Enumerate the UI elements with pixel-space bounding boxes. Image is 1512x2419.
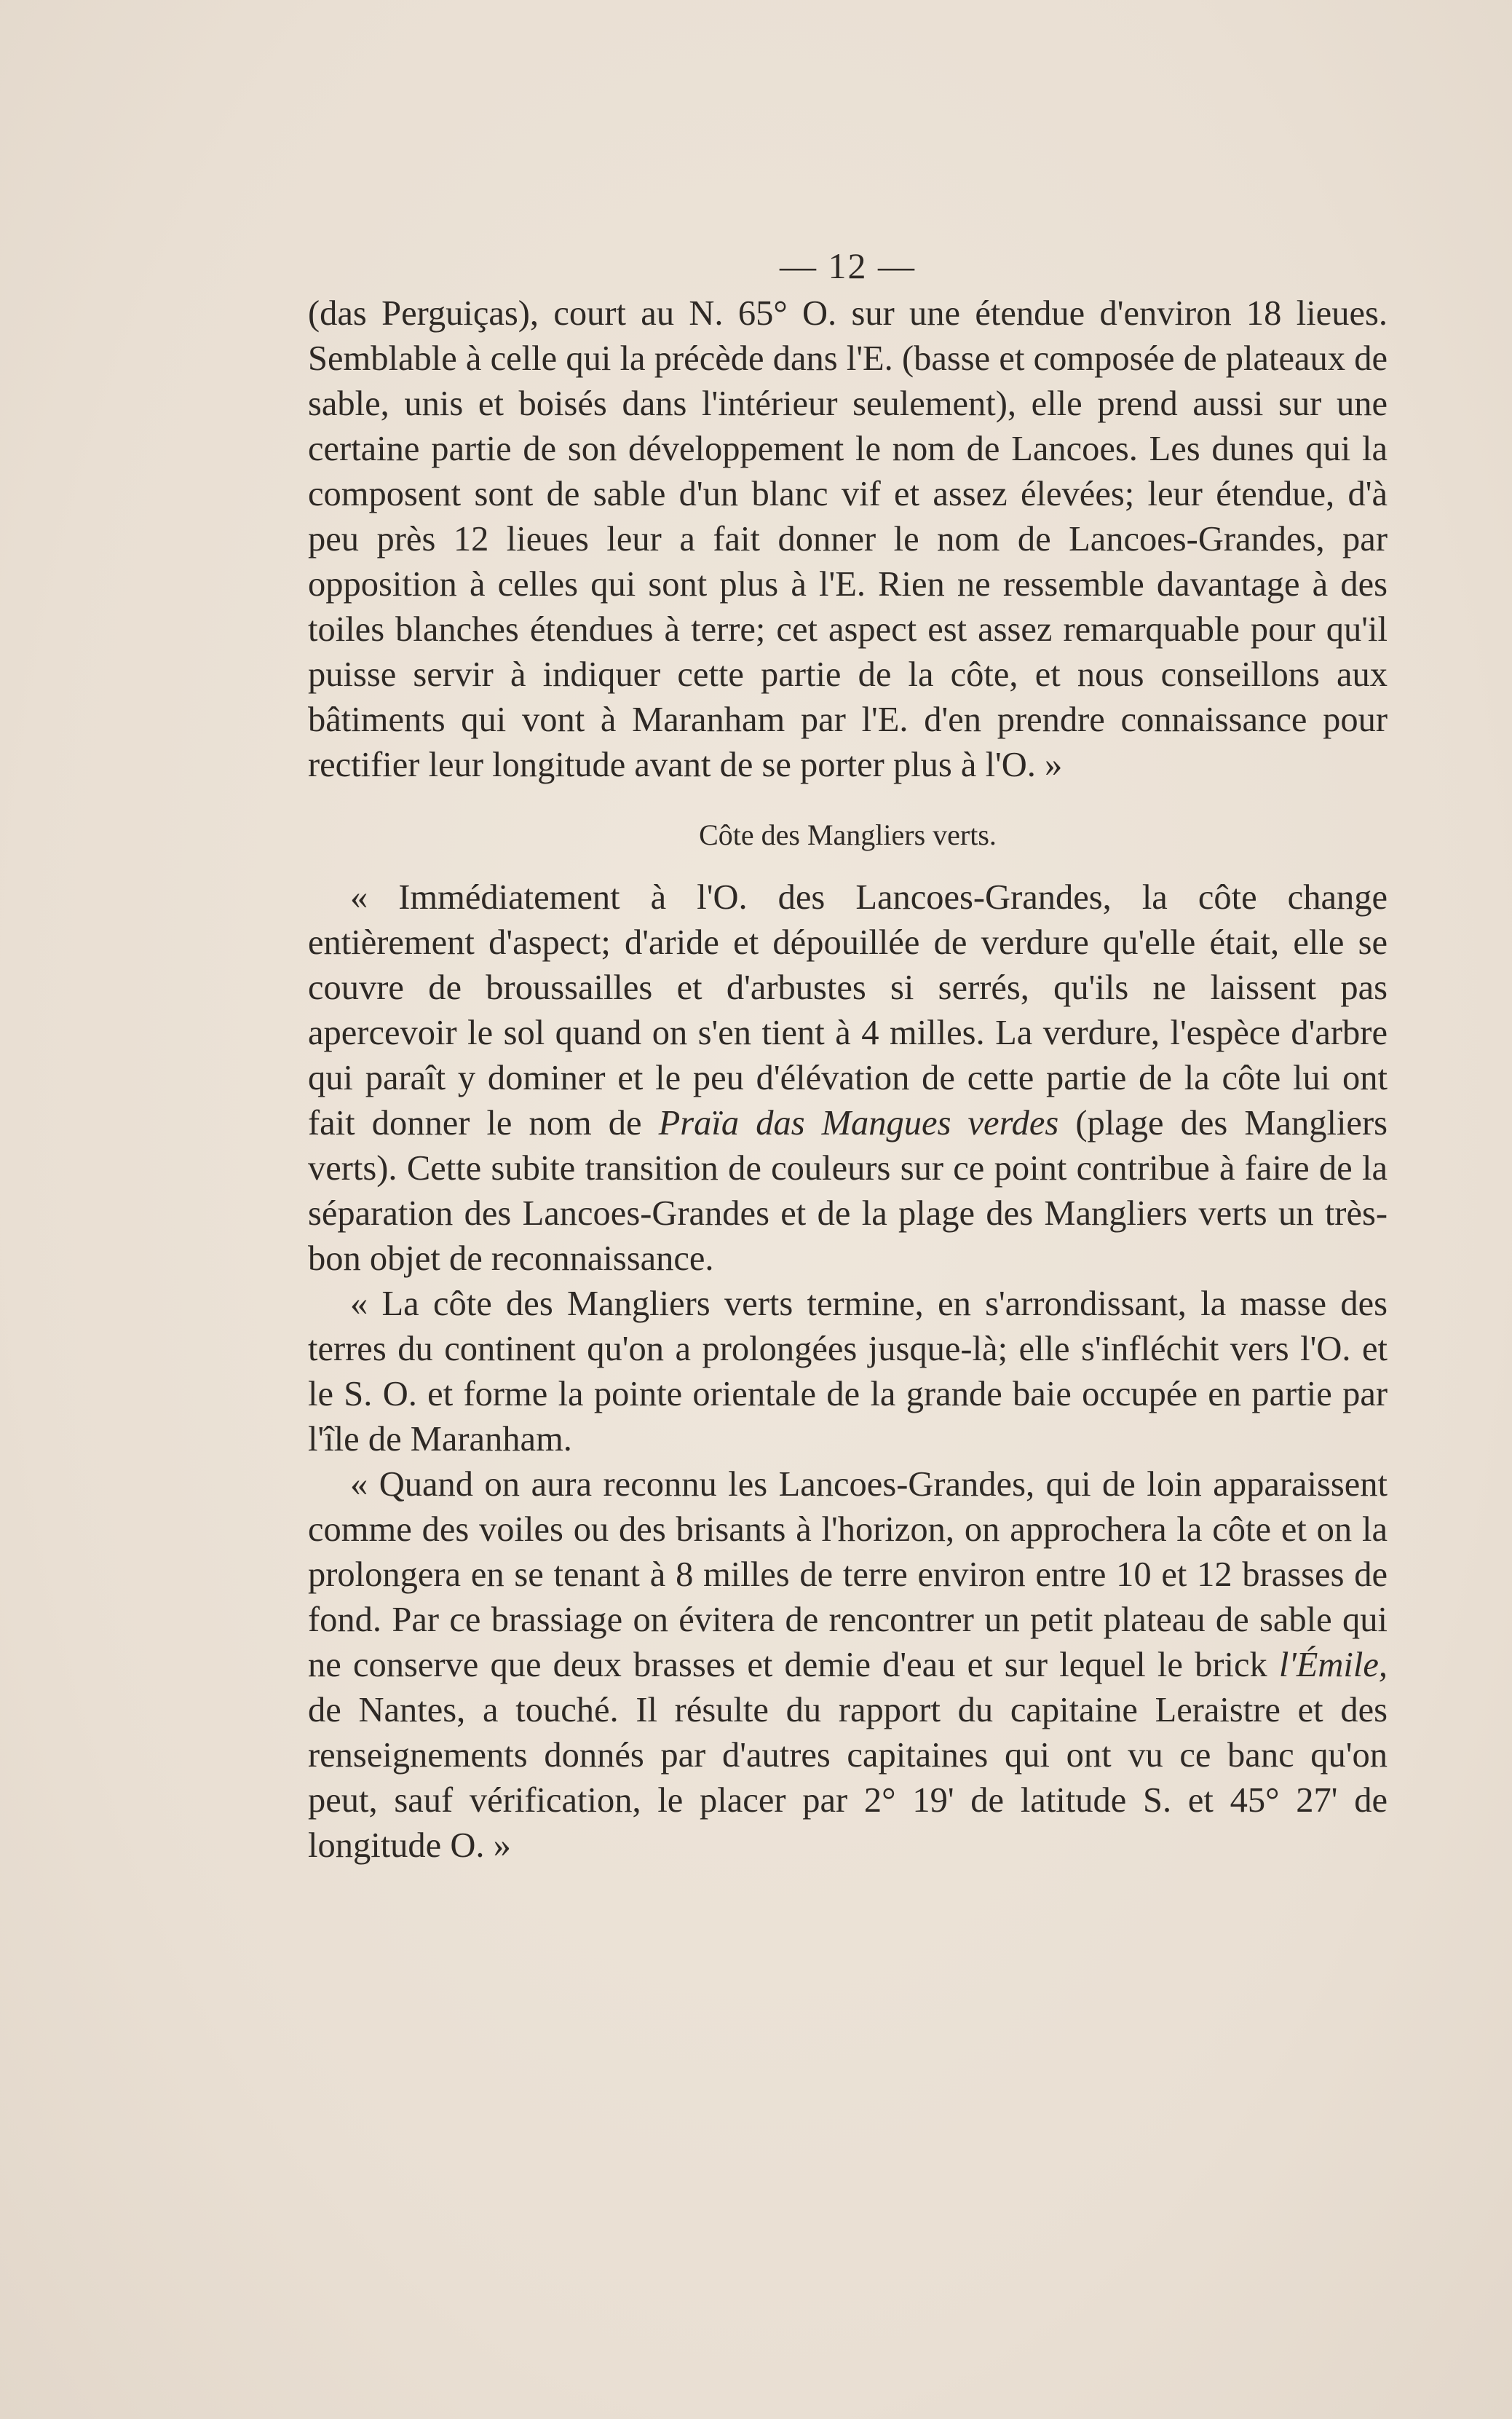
paragraph-navigation-text-1: « Quand on aura reconnu les Lancoes-Grandes, qui de loin apparaissent comme des voiles ou des brisants à l'horizon, on approchera la côte et on la prolongera en se tenant à 8 milles de terre environ entre 10 et 12 brasses de fond. Par ce brassiage on évitera de rencontrer un petit plateau de sable qui ne conserve que deux brasses et demie d'eau et sur lequel le brick — [308, 1465, 1388, 1684]
paragraph-mangliers-text-1: « Immédiatement à l'O. des Lancoes-Grandes, la côte change entièrement d'aspect; d'aride et dépouillée de verdure qu'elle était, elle se couvre de broussailles et d'arbustes si serrés, qu'ils ne laissent pas apercevoir le sol quand on s'en tient à 4 milles. La verdure, l'espèce d'arbre qui paraît y dominer et le peu d'élévation de cette partie de la côte lui ont fait donner le nom de — [308, 878, 1388, 1143]
paragraph-cote: « La côte des Mangliers verts termine, en s'arrondissant, la masse des terres du continent qu'on a prolongées jusque-là; elle s'infléchit vers l'O. et le S. O. et forme la pointe orientale de la grande baie occupée en partie par l'île de Maranham. — [308, 1285, 1388, 1459]
paragraph-mangliers-italic: Praïa das Mangues verdes — [658, 1104, 1059, 1143]
page-number: — 12 — — [780, 245, 916, 286]
paragraph-dunes: (das Perguiças), court au N. 65° O. sur une étendue d'environ 18 lieues. Semblable à celle qui la précède dans l'E. (basse et composée de plateaux de sable, unis et boisés dans l'intérieur seulement), elle prend aussi sur une certaine partie de son développement le nom de Lancoes. Les dunes qui la composent sont de sable d'un blanc vif et assez élevées; leur étendue, d'à peu près 12 lieues leur a fait donner le nom de Lancoes-Grandes, par opposition à celles qui sont plus à l'E. Rien ne ressemble davantage à des toiles blanches étendues à terre; cet aspect est assez remarquable pour qu'il puisse servir à indiquer cette partie de la côte, et nous conseillons aux bâtiments qui vont à Maranham par l'E. d'en prendre connaissance pour rectifier leur longitude avant de se porter plus à l'O. » — [308, 294, 1388, 784]
paragraph-mangliers — [308, 875, 1388, 1282]
text-block — [308, 240, 1388, 1868]
paragraph-navigation-text-2: de Nantes, a touché. Il résulte du rapport du capitaine Leraistre et des renseignements donnés par d'autres capitaines qui ont vu ce banc qu'on peut, sauf vérification, le placer par 2° 19' de latitude S. et 45° 27' de longitude O. » — [308, 1691, 1388, 1865]
paragraph-navigation — [308, 1462, 1388, 1868]
paragraph-navigation-italic: l'Émile, — [1278, 1646, 1388, 1684]
section-heading: Côte des Mangliers verts. — [699, 818, 997, 851]
paragraph-mangliers-text-2: (plage des Mangliers verts). Cette subite transition de couleurs sur ce point contribue à faire de la séparation des Lancoes-Grandes et de la plage des Mangliers verts un très-bon objet de reconnaissance. — [308, 1104, 1388, 1278]
